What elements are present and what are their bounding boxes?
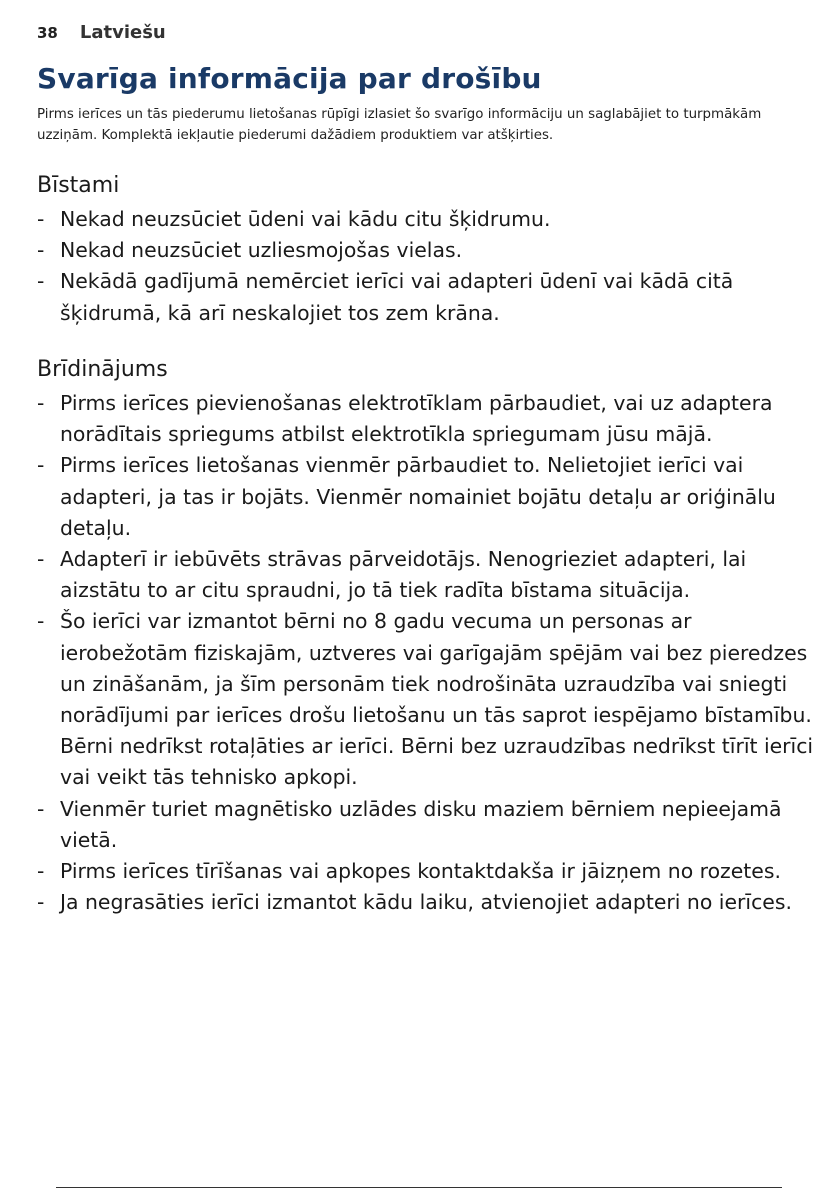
list-item-text: Ja negrasāties ierīci izmantot kādu laiku, atvienojiet adapteri no ierīces. [60, 890, 792, 915]
list-item-text: Pirms ierīces pievienošanas elektrotīklam pārbaudiet, vai uz adaptera norādītais spriegums atbilst elektrotīkla spriegumam jūsu mājā. [60, 391, 773, 447]
list-item-text: Nekādā gadījumā nemērciet ierīci vai adapteri ūdenī vai kādā citā šķidrumā, kā arī neskalojiet tos zem krāna. [60, 269, 734, 325]
list-item-text: Adapterī ir iebūvēts strāvas pārveidotājs. Nenogrieziet adapteri, lai aizstātu to ar citu spraudni, jo tā tiek radīta bīstama situācija. [60, 547, 747, 603]
list-item [37, 204, 817, 235]
bullet-dash: - [37, 547, 45, 572]
list-item [37, 856, 817, 887]
list-item-text: Vienmēr turiet magnētisko uzlādes disku maziem bērniem nepieejamā vietā. [60, 796, 782, 852]
bullet-dash: - [37, 609, 45, 634]
page-header [37, 22, 166, 43]
list-item [37, 794, 817, 856]
page-language: Latviešu [79, 22, 166, 43]
warning-heading: Brīdinājums [37, 357, 168, 382]
intro-paragraph: Pirms ierīces un tās piederumu lietošanas rūpīgi izlasiet šo svarīgo informāciju un saglabājiet to turpmākām uzziņām. Komplektā iekļautie piederumi dažādiem produktiem var atšķirties. [37, 107, 762, 143]
danger-list [37, 204, 817, 329]
bullet-dash: - [37, 238, 45, 263]
list-item [37, 544, 817, 606]
list-item [37, 606, 817, 793]
list-item [37, 235, 817, 266]
list-item [37, 450, 817, 544]
list-item-text: Pirms ierīces tīrīšanas vai apkopes kontaktdakša ir jāizņem no rozetes. [60, 859, 781, 884]
danger-heading: Bīstami [37, 173, 120, 198]
bullet-dash: - [37, 890, 45, 915]
list-item-text: Šo ierīci var izmantot bērni no 8 gadu vecuma un personas ar ierobežotām fiziskajām, uztveres vai garīgajām spējām vai bez pieredzes un zināšanām, ja šīm personām tiek nodrošināta uzraudzība vai sniegti norādījumi par ierīces drošu lietošanu un tās saprot iespējamo bīstamību. Bērni nedrīkst rotaļāties ar ierīci. Bērni bez uzraudzības nedrīkst tīrīt ierīci vai veikt tās tehnisko apkopi. [60, 609, 814, 790]
warning-list [37, 388, 817, 918]
list-item [37, 266, 817, 328]
bullet-dash: - [37, 391, 45, 415]
bullet-dash: - [37, 453, 45, 478]
list-item-text: Nekad neuzsūciet ūdeni vai kādu citu šķidrumu. [60, 207, 551, 231]
bullet-dash: - [37, 207, 45, 231]
bullet-dash: - [37, 796, 45, 821]
list-item-text: Nekad neuzsūciet uzliesmojošas vielas. [60, 238, 463, 263]
footer-divider [56, 1187, 782, 1188]
list-item-text: Pirms ierīces lietošanas vienmēr pārbaudiet to. Nelietojiet ierīci vai adapteri, ja tas ir bojāts. Vienmēr nomainiet bojātu detaļu ar oriģinālu detaļu. [60, 453, 776, 540]
bullet-dash: - [37, 859, 45, 884]
page-number: 38 [37, 24, 58, 42]
page-title: Svarīga informācija par drošību [37, 62, 542, 95]
warning-section [37, 356, 817, 918]
danger-section [37, 172, 817, 329]
list-item [37, 887, 817, 918]
bullet-dash: - [37, 269, 45, 294]
list-item [37, 388, 817, 450]
